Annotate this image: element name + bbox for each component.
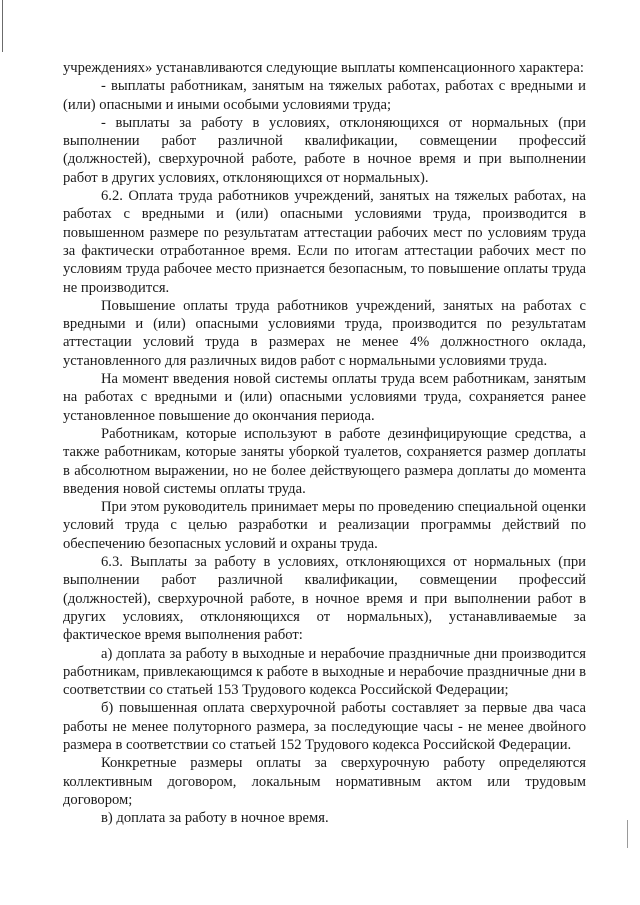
document-body: [63, 59, 586, 827]
paragraph-section-6-2: 6.2. Оплата труда работников учреждений, занятых на тяжелых работах, на работах с вредными и (или) опасными условиями труда, производится в повышенном размере по результатам аттестации рабочих мест по условиям труда за фактически отработанное время. Если по итогам аттестации рабочих мест по условиям труда рабочее место признается безопасным, то повышение оплаты труда не производится.: [63, 188, 586, 296]
paragraph-item-a: а) доплата за работу в выходные и нерабочие праздничные дни производится работникам, привлекающимся к работе в выходные и нерабочие праздничные дни в соответствии со статьей 153 Трудового кодекса Российской Федерации;: [63, 645, 586, 699]
paragraph-abnormal-conditions: - выплаты за работу в условиях, отклоняющихся от нормальных (при выполнении работ различной квалификации, совмещении профессий (должностей), сверхурочной работе, работе в ночное время и при выполнении работ в других условиях, отклоняющихся от нормальных).: [63, 114, 586, 186]
paragraph-item-b: б) повышенная оплата сверхурочной работы составляет за первые два часа работы не менее полуторного размера, за последующие часы - не менее двойного размера в соответствии со статьей 152 Трудового кодекса Российской Федерации.: [63, 700, 586, 753]
paragraph-overtime-amounts: Конкретные размеры оплаты за сверхурочную работу определяются коллективным договором, локальным нормативным актом или трудовым договором;: [63, 755, 586, 808]
paragraph-item-v: в) доплата за работу в ночное время.: [101, 810, 329, 827]
paragraph-hazardous-payments: - выплаты работникам, занятым на тяжелых работах, работах с вредными и (или) опасными и иными особыми условиями труда;: [63, 78, 586, 113]
scan-edge-mark: [2, 0, 3, 52]
paragraph-section-6-3: 6.3. Выплаты за работу в условиях, отклоняющихся от нормальных (при выполнении работ различной квалификации, совмещении профессий (должностей), сверхурочной работе, в ночное время и при выполнении работ в других условиях, отклоняющихся от нормальных), устанавливаемые за фактическое время выполнения работ:: [63, 554, 586, 644]
scan-margin-mark: [627, 820, 628, 848]
paragraph-intro: учреждениях» устанавливаются следующие выплаты компенсационного характера:: [63, 60, 584, 76]
paragraph-special-assessment: При этом руководитель принимает меры по проведению специальной оценки условий труда с целью разработки и реализации программы действий по обеспечению безопасных условий и охраны труда.: [63, 499, 586, 552]
paragraph-increase-4-percent: Повышение оплаты труда работников учреждений, занятых на работах с вредными и (или) опасными условиями труда, производится по результатам аттестации условий труда в размерах не менее 4% должностного оклада, установленного для различных видов работ с нормальными условиями труда.: [63, 297, 586, 369]
paragraph-new-system: На момент введения новой системы оплаты труда всем работникам, занятым на работах с вредными и (или) опасными условиями труда, сохраняется ранее установленное повышение до окончания периода.: [63, 371, 586, 424]
paragraph-disinfectants: Работникам, которые используют в работе дезинфицирующие средства, а также работникам, которые заняты уборкой туалетов, сохраняется размер доплаты в абсолютном выражении, но не более действующего размера доплаты до момента введения новой системы оплаты труда.: [63, 425, 586, 497]
